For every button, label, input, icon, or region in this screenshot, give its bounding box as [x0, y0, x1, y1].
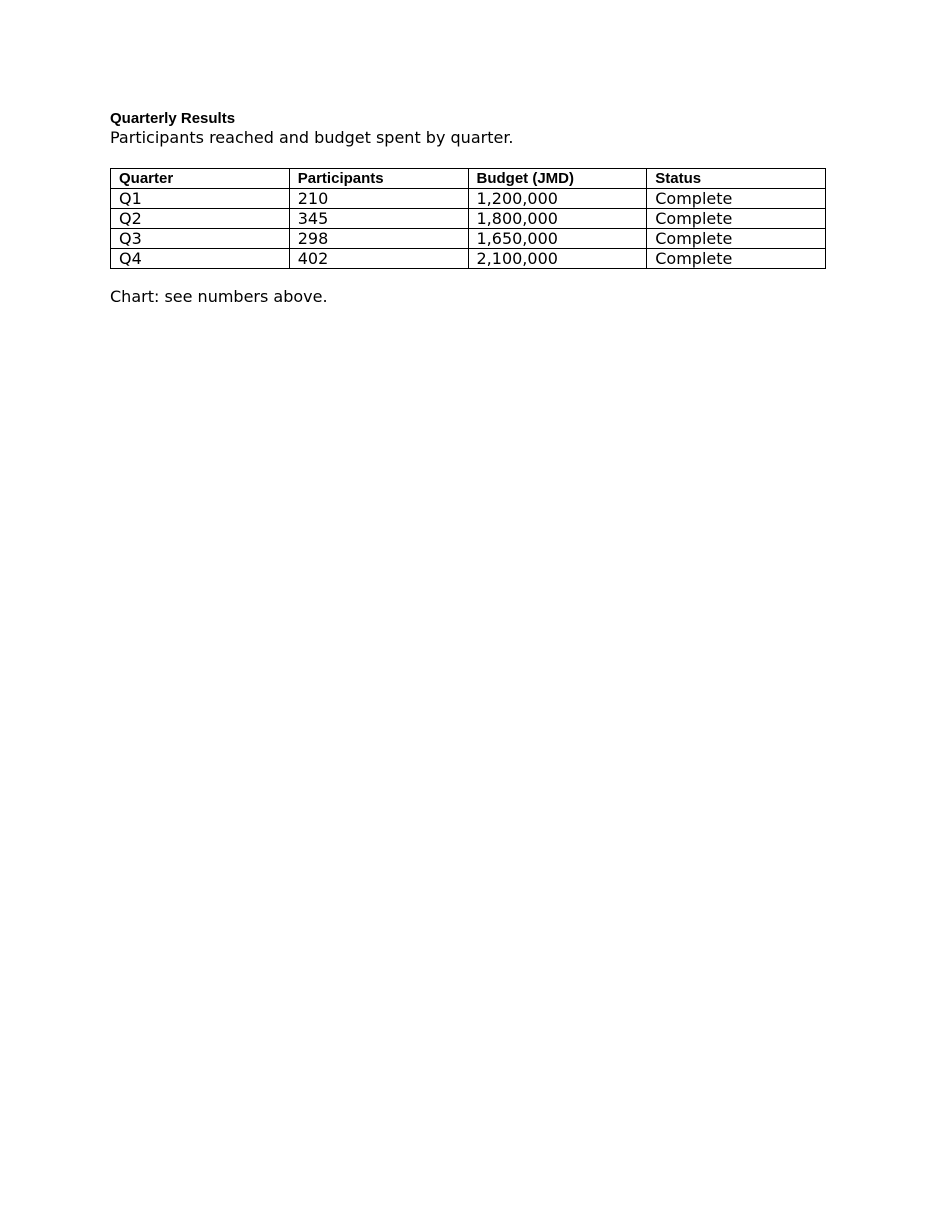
cell-budget: 1,650,000 — [468, 229, 647, 249]
column-header-budget: Budget (JMD) — [468, 169, 647, 189]
table-row — [111, 189, 826, 209]
quarterly-results-table — [110, 168, 826, 269]
column-header-quarter: Quarter — [111, 169, 290, 189]
column-header-status: Status — [647, 169, 826, 189]
cell-quarter: Q2 — [111, 209, 290, 229]
document-title: Quarterly Results — [110, 110, 236, 127]
document-page — [110, 110, 826, 307]
cell-budget: 2,100,000 — [468, 249, 647, 269]
chart-note: Chart: see numbers above. — [110, 287, 328, 306]
cell-quarter: Q1 — [111, 189, 290, 209]
cell-status: Complete — [647, 229, 826, 249]
cell-participants: 298 — [289, 229, 468, 249]
cell-status: Complete — [647, 249, 826, 269]
table-row — [111, 249, 826, 269]
cell-quarter: Q4 — [111, 249, 290, 269]
cell-budget: 1,200,000 — [468, 189, 647, 209]
column-header-participants: Participants — [289, 169, 468, 189]
cell-status: Complete — [647, 189, 826, 209]
table-row — [111, 229, 826, 249]
document-subtitle: Participants reached and budget spent by quarter. — [110, 128, 514, 147]
cell-participants: 345 — [289, 209, 468, 229]
cell-quarter: Q3 — [111, 229, 290, 249]
cell-participants: 402 — [289, 249, 468, 269]
table-row — [111, 209, 826, 229]
cell-participants: 210 — [289, 189, 468, 209]
cell-budget: 1,800,000 — [468, 209, 647, 229]
cell-status: Complete — [647, 209, 826, 229]
table-header-row — [111, 169, 826, 189]
